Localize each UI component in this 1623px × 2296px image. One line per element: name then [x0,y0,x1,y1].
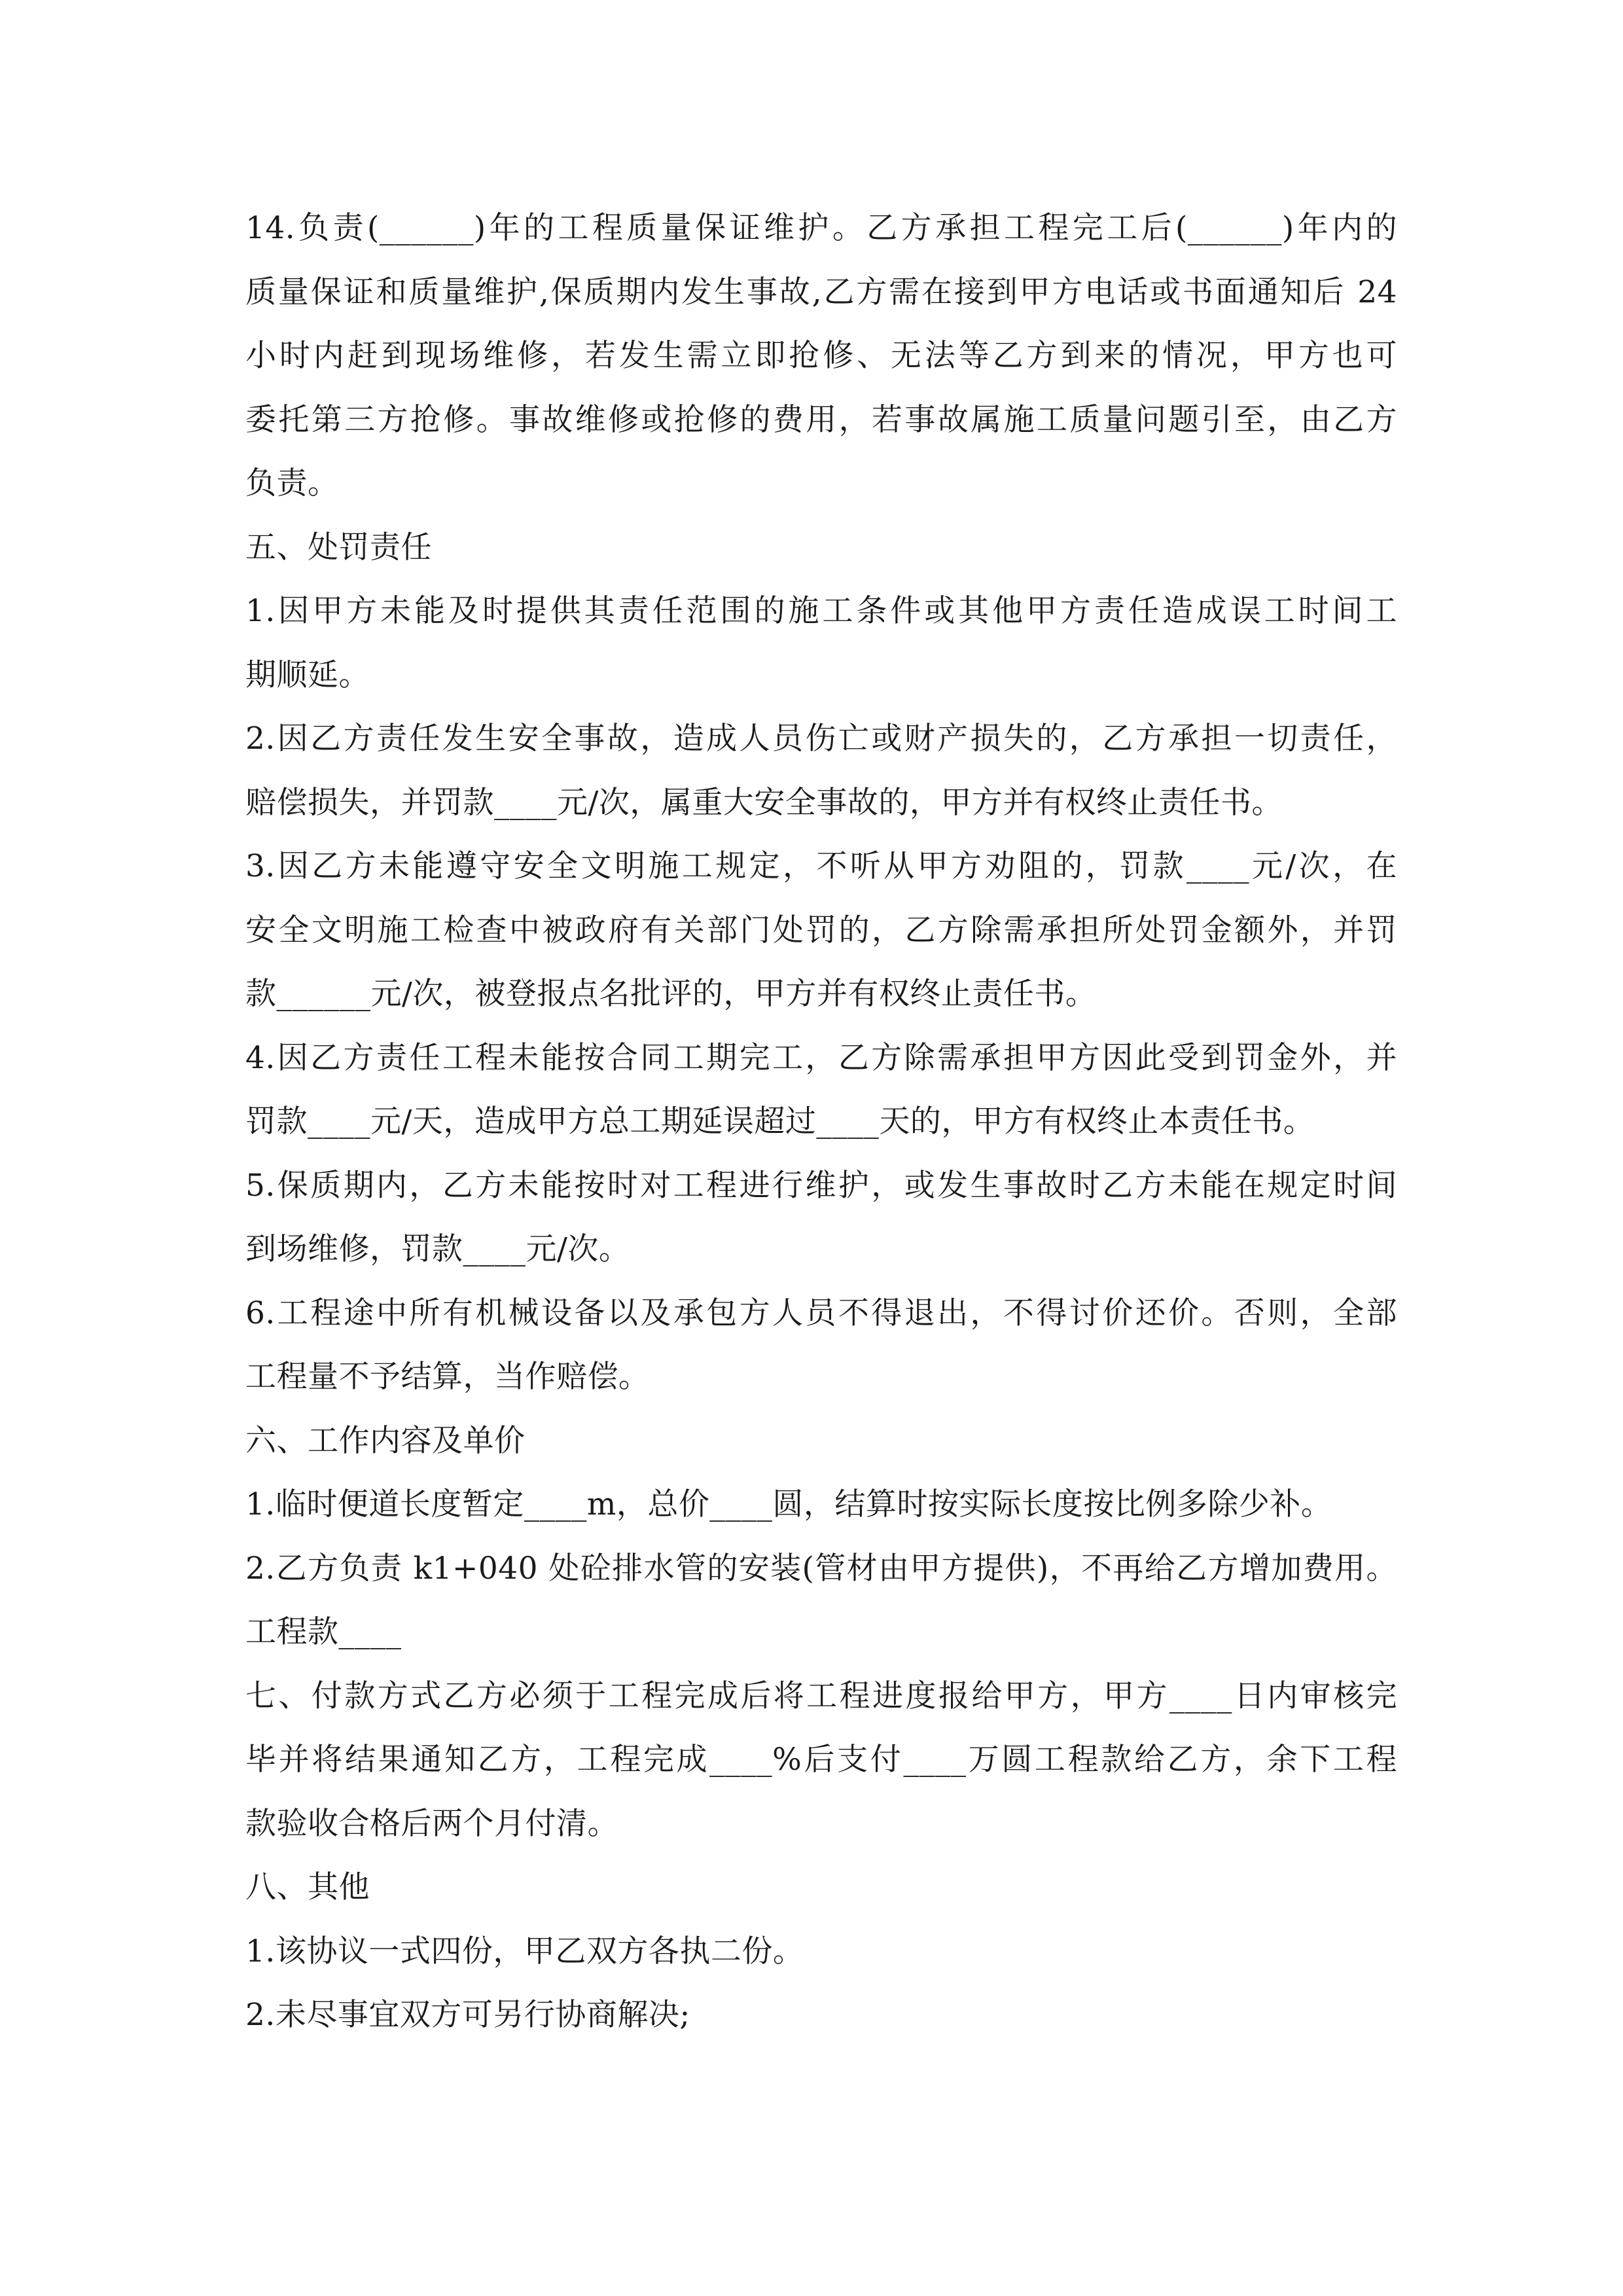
section-heading: 五、处罚责任 [245,529,432,565]
text-line: 期顺延。 [245,656,370,693]
text-line: 14.负责(______)年的工程质量保证维护。乙方承担工程完工后(______)年内的 [245,210,1397,246]
text-line: 2.未尽事宜双方可另行协商解决; [245,1997,690,2033]
text-line: 款______元/次，被登报点名批评的，甲方并有权终止责任书。 [245,976,1097,1012]
text-line: 安全文明施工检查中被政府有关部门处罚的，乙方除需承担所处罚金额外，并罚 [245,912,1397,948]
text-line: 5.保质期内，乙方未能按时对工程进行维护，或发生事故时乙方未能在规定时间 [245,1167,1397,1204]
text-line: 3.因乙方未能遵守安全文明施工规定，不听从甲方劝阻的，罚款____元/次，在 [245,848,1397,884]
text-line: 款验收合格后两个月付清。 [245,1805,618,1842]
text-line: 2.因乙方责任发生安全事故，造成人员伤亡或财产损失的，乙方承担一切责任， [245,721,1397,757]
text-line: 小时内赶到现场维修，若发生需立即抢修、无法等乙方到来的情况，甲方也可 [245,338,1397,374]
document-body [245,196,1397,2047]
text-line: 到场维修，罚款____元/次。 [245,1231,630,1267]
text-line: 2.乙方负责 k1+040 处砼排水管的安装(管材由甲方提供)，不再给乙方增加费用。 [245,1550,1397,1587]
text-line: 1.该协议一式四份，甲乙双方各执二份。 [245,1933,804,1969]
text-line: 工程量不予结算，当作赔偿。 [245,1359,650,1395]
section-heading: 八、其他 [245,1869,370,1905]
text-line: 1.因甲方未能及时提供其责任范围的施工条件或其他甲方责任造成误工时间工 [245,593,1397,629]
text-line: 罚款____元/天，造成甲方总工期延误超过____天的，甲方有权终止本责任书。 [245,1103,1315,1139]
text-line: 4.因乙方责任工程未能按合同工期完工，乙方除需承担甲方因此受到罚金外，并 [245,1039,1397,1076]
section-heading: 六、工作内容及单价 [245,1422,526,1459]
section-heading: 七、付款方式乙方必须于工程完成后将工程进度报给甲方，甲方____日内审核完 [245,1677,1397,1714]
text-line: 赔偿损失，并罚款____元/次，属重大安全事故的，甲方并有权终止责任书。 [245,784,1283,821]
text-line: 负责。 [245,465,339,501]
text-line: 质量保证和质量维护,保质期内发生事故,乙方需在接到甲方电话或书面通知后 24 [245,274,1397,310]
text-line: 1.临时便道长度暂定____m，总价____圆，结算时按实际长度按比例多除少补。 [245,1486,1332,1522]
text-line: 工程款____ [245,1614,402,1650]
text-line: 毕并将结果通知乙方，工程完成____%后支付____万圆工程款给乙方，余下工程 [245,1742,1397,1778]
text-line: 委托第三方抢修。事故维修或抢修的费用，若事故属施工质量问题引至，由乙方 [245,401,1397,438]
text-line: 6.工程途中所有机械设备以及承包方人员不得退出，不得讨价还价。否则，全部 [245,1295,1397,1331]
